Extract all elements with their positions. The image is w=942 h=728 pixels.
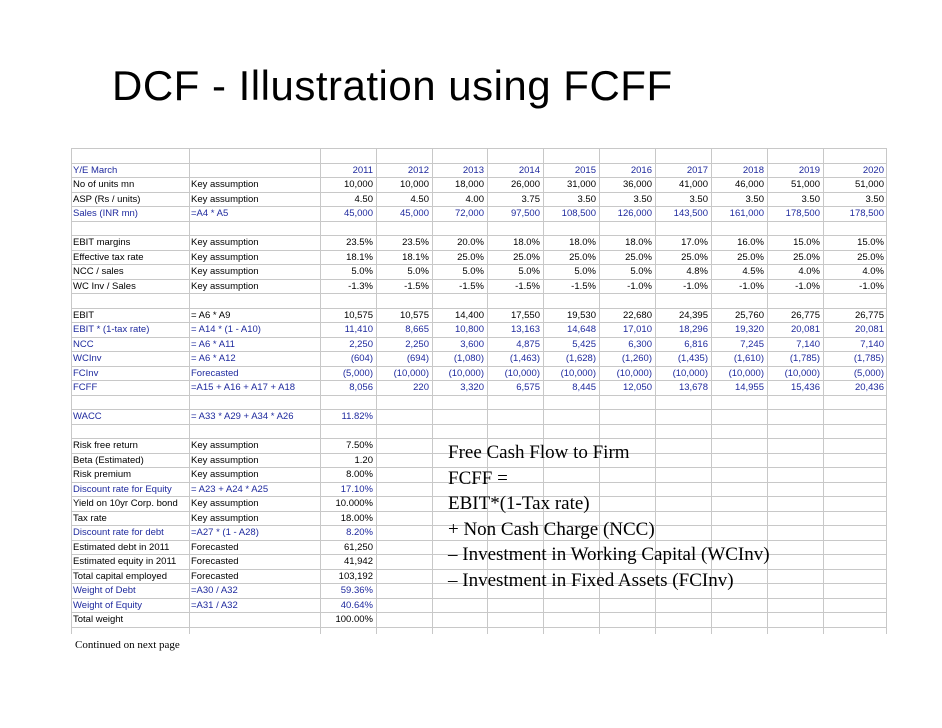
row-value[interactable]: 51,000 bbox=[854, 179, 884, 190]
row-formula[interactable]: Key assumption bbox=[191, 498, 259, 509]
note-line: + Non Cash Charge (NCC) bbox=[448, 518, 655, 540]
row-value[interactable]: 13,163 bbox=[510, 324, 540, 335]
row-value[interactable]: 25.0% bbox=[857, 252, 884, 263]
header-label[interactable]: Y/E March bbox=[73, 165, 118, 176]
row-label[interactable]: Discount rate for debt bbox=[73, 527, 164, 538]
row-value[interactable]: 4,875 bbox=[516, 339, 540, 350]
row-value[interactable]: 178,500 bbox=[849, 208, 884, 219]
row-value[interactable]: 17,010 bbox=[622, 324, 652, 335]
row-label[interactable]: No of units mn bbox=[73, 179, 135, 190]
row-value[interactable]: 161,000 bbox=[729, 208, 764, 219]
row-label[interactable]: Estimated equity in 2011 bbox=[73, 556, 177, 567]
row-value[interactable]: 8.00% bbox=[346, 469, 373, 480]
row-value[interactable]: 17,550 bbox=[510, 310, 540, 321]
note-line: FCFF = bbox=[448, 467, 508, 489]
row-label[interactable]: Weight of Debt bbox=[73, 585, 136, 596]
row-formula[interactable]: Forecasted bbox=[191, 556, 239, 567]
row-value[interactable]: 11,410 bbox=[344, 324, 373, 335]
row-label[interactable]: Sales (INR mn) bbox=[73, 208, 138, 219]
row-label[interactable]: NCC bbox=[73, 339, 94, 350]
row-value[interactable]: 3.75 bbox=[521, 194, 540, 205]
note-line: – Investment in Fixed Assets (FCInv) bbox=[448, 569, 734, 591]
grid-line-horizontal bbox=[71, 424, 887, 425]
row-value[interactable]: 26,000 bbox=[510, 179, 540, 190]
row-formula[interactable]: =A31 / A32 bbox=[191, 600, 238, 611]
row-formula[interactable]: Key assumption bbox=[191, 469, 259, 480]
row-formula[interactable]: Key assumption bbox=[191, 179, 259, 190]
row-value[interactable]: -1.0% bbox=[795, 281, 820, 292]
row-formula[interactable]: =A27 * (1 - A28) bbox=[191, 527, 259, 538]
row-value[interactable]: 25.0% bbox=[737, 252, 764, 263]
row-value[interactable]: (10,000) bbox=[393, 368, 429, 379]
row-value[interactable]: 14,648 bbox=[566, 324, 596, 335]
row-value[interactable]: 8,665 bbox=[405, 324, 429, 335]
row-value[interactable]: 2,250 bbox=[405, 339, 429, 350]
row-value[interactable]: 25.0% bbox=[793, 252, 820, 263]
wacc-formula[interactable]: = A33 * A29 + A34 * A26 bbox=[191, 411, 294, 422]
row-label[interactable]: WCInv bbox=[73, 353, 102, 364]
row-formula[interactable]: Key assumption bbox=[191, 281, 259, 292]
row-value[interactable]: (10,000) bbox=[616, 368, 652, 379]
row-value[interactable]: 18.0% bbox=[625, 237, 652, 248]
row-value[interactable]: -1.5% bbox=[459, 281, 484, 292]
row-value[interactable]: 20.0% bbox=[457, 237, 484, 248]
row-value[interactable]: 5.0% bbox=[462, 266, 484, 277]
row-value[interactable]: 14,955 bbox=[734, 382, 764, 393]
row-value[interactable]: (10,000) bbox=[448, 368, 484, 379]
row-value[interactable]: 10,575 bbox=[343, 310, 373, 321]
row-value[interactable]: 7,245 bbox=[740, 339, 764, 350]
header-year[interactable]: 2018 bbox=[742, 165, 764, 176]
row-value[interactable]: 51,000 bbox=[790, 179, 820, 190]
row-value[interactable]: 20,436 bbox=[854, 382, 884, 393]
header-year[interactable]: 2017 bbox=[686, 165, 708, 176]
row-value[interactable]: 26,775 bbox=[854, 310, 884, 321]
row-value[interactable]: 26,775 bbox=[790, 310, 820, 321]
row-value[interactable]: (1,463) bbox=[509, 353, 540, 364]
row-value[interactable]: 18.00% bbox=[340, 513, 373, 524]
header-year[interactable]: 2015 bbox=[574, 165, 596, 176]
header-year[interactable]: 2013 bbox=[462, 165, 484, 176]
row-value[interactable]: 6,816 bbox=[684, 339, 708, 350]
row-value[interactable]: 18.0% bbox=[569, 237, 596, 248]
row-value[interactable]: 45,000 bbox=[399, 208, 429, 219]
row-formula[interactable]: Key assumption bbox=[191, 252, 259, 263]
row-value[interactable]: 15.0% bbox=[793, 237, 820, 248]
row-value[interactable]: 18.0% bbox=[513, 237, 540, 248]
row-value[interactable]: 8,056 bbox=[349, 382, 373, 393]
row-value[interactable]: 97,500 bbox=[510, 208, 540, 219]
row-value[interactable]: (10,000) bbox=[728, 368, 764, 379]
row-value[interactable]: 3,320 bbox=[460, 382, 484, 393]
row-value[interactable]: 18.1% bbox=[346, 252, 373, 263]
row-value[interactable]: 20,081 bbox=[790, 324, 820, 335]
note-line: – Investment in Working Capital (WCInv) bbox=[448, 544, 770, 566]
row-label[interactable]: EBIT bbox=[73, 310, 95, 321]
header-year[interactable]: 2019 bbox=[798, 165, 820, 176]
row-value[interactable]: (1,435) bbox=[677, 353, 708, 364]
row-label[interactable]: Beta (Estimated) bbox=[73, 455, 144, 466]
page-title: DCF - Illustration using FCFF bbox=[112, 62, 673, 109]
grid-line-horizontal bbox=[71, 148, 887, 149]
row-formula[interactable]: Key assumption bbox=[191, 194, 259, 205]
row-value[interactable]: (1,610) bbox=[733, 353, 764, 364]
row-formula[interactable]: Forecasted bbox=[191, 542, 239, 553]
grid-line-horizontal bbox=[71, 627, 887, 628]
row-label[interactable]: Risk premium bbox=[73, 469, 132, 480]
row-value[interactable]: 12,050 bbox=[622, 382, 652, 393]
row-value[interactable]: -1.5% bbox=[515, 281, 540, 292]
row-value[interactable]: (1,785) bbox=[789, 353, 820, 364]
header-year[interactable]: 2011 bbox=[352, 165, 373, 176]
grid-line-horizontal bbox=[71, 395, 887, 396]
row-label[interactable]: Risk free return bbox=[73, 440, 138, 451]
row-value[interactable]: 17.0% bbox=[681, 237, 708, 248]
row-value[interactable]: 13,678 bbox=[678, 382, 708, 393]
row-formula[interactable]: Key assumption bbox=[191, 237, 259, 248]
row-formula[interactable]: Key assumption bbox=[191, 455, 259, 466]
row-value[interactable]: 6,575 bbox=[516, 382, 540, 393]
header-year[interactable]: 2014 bbox=[518, 165, 540, 176]
row-value[interactable]: (1,785) bbox=[853, 353, 884, 364]
wacc-label[interactable]: WACC bbox=[73, 411, 102, 422]
row-value[interactable]: 4.50 bbox=[410, 194, 429, 205]
row-value[interactable]: 10,800 bbox=[454, 324, 484, 335]
row-label[interactable]: NCC / sales bbox=[73, 266, 124, 277]
row-value[interactable]: 4.50 bbox=[354, 194, 373, 205]
row-value[interactable]: 4.5% bbox=[742, 266, 764, 277]
row-label[interactable]: Discount rate for Equity bbox=[73, 484, 172, 495]
row-value[interactable]: 10,575 bbox=[399, 310, 429, 321]
row-formula[interactable]: Forecasted bbox=[191, 571, 239, 582]
row-value[interactable]: 23.5% bbox=[402, 237, 429, 248]
wacc-value[interactable]: 11.82% bbox=[341, 411, 373, 422]
row-value[interactable]: 7.50% bbox=[346, 440, 373, 451]
row-value[interactable]: -1.0% bbox=[683, 281, 708, 292]
row-value[interactable]: 10,000 bbox=[343, 179, 373, 190]
row-formula[interactable]: = A14 * (1 - A10) bbox=[191, 324, 261, 335]
row-value[interactable]: 17.10% bbox=[340, 484, 373, 495]
row-value[interactable]: 25.0% bbox=[569, 252, 596, 263]
row-value[interactable]: 143,500 bbox=[673, 208, 708, 219]
row-label[interactable]: ASP (Rs / units) bbox=[73, 194, 141, 205]
row-value[interactable]: (5,000) bbox=[853, 368, 884, 379]
row-value[interactable]: 3.50 bbox=[745, 194, 764, 205]
row-value[interactable]: (10,000) bbox=[672, 368, 708, 379]
row-label[interactable]: FCInv bbox=[73, 368, 99, 379]
note-line: Free Cash Flow to Firm bbox=[448, 442, 630, 463]
row-value[interactable]: 36,000 bbox=[622, 179, 652, 190]
row-value[interactable]: -1.5% bbox=[404, 281, 429, 292]
row-value[interactable]: 108,500 bbox=[561, 208, 596, 219]
row-value[interactable]: 6,300 bbox=[628, 339, 652, 350]
row-value[interactable]: 45,000 bbox=[343, 208, 373, 219]
row-value[interactable]: 19,320 bbox=[734, 324, 764, 335]
row-value[interactable]: 2,250 bbox=[349, 339, 373, 350]
row-value[interactable]: -1.0% bbox=[859, 281, 884, 292]
row-value[interactable]: 3.50 bbox=[633, 194, 652, 205]
row-value[interactable]: 1.20 bbox=[354, 455, 373, 466]
row-value[interactable]: (1,628) bbox=[565, 353, 596, 364]
row-formula[interactable]: Forecasted bbox=[191, 368, 239, 379]
row-value[interactable]: -1.0% bbox=[627, 281, 652, 292]
row-formula[interactable]: = A6 * A9 bbox=[191, 310, 231, 321]
header-year[interactable]: 2016 bbox=[630, 165, 652, 176]
row-value[interactable]: -1.5% bbox=[571, 281, 596, 292]
row-formula[interactable]: = A6 * A12 bbox=[191, 353, 236, 364]
row-value[interactable]: 41,000 bbox=[678, 179, 708, 190]
row-value[interactable]: 3.50 bbox=[689, 194, 708, 205]
row-value[interactable]: 103,192 bbox=[338, 571, 373, 582]
row-value[interactable]: 7,140 bbox=[860, 339, 884, 350]
row-formula[interactable]: = A23 + A24 * A25 bbox=[191, 484, 269, 495]
row-value[interactable]: 40.64% bbox=[340, 600, 373, 611]
row-formula[interactable]: = A6 * A11 bbox=[191, 339, 235, 350]
row-value[interactable]: 4.8% bbox=[686, 266, 708, 277]
row-value[interactable]: 178,500 bbox=[785, 208, 820, 219]
row-value[interactable]: 18.1% bbox=[402, 252, 429, 263]
row-value[interactable]: 7,140 bbox=[796, 339, 820, 350]
row-value[interactable]: 16.0% bbox=[737, 237, 764, 248]
row-formula[interactable]: Key assumption bbox=[191, 440, 259, 451]
row-value[interactable]: 25.0% bbox=[457, 252, 484, 263]
row-label[interactable]: Tax rate bbox=[73, 513, 107, 524]
row-value[interactable]: 3,600 bbox=[460, 339, 484, 350]
row-formula[interactable]: Key assumption bbox=[191, 513, 259, 524]
row-label[interactable]: Weight of Equity bbox=[73, 600, 143, 611]
row-value[interactable]: 8.20% bbox=[346, 527, 373, 538]
row-formula[interactable]: Key assumption bbox=[191, 266, 259, 277]
row-formula[interactable]: =A15 + A16 + A17 + A18 bbox=[191, 382, 296, 393]
fcff-explanation-note bbox=[448, 440, 770, 594]
note-line: EBIT*(1-Tax rate) bbox=[448, 493, 590, 515]
row-value[interactable]: (10,000) bbox=[504, 368, 540, 379]
row-formula[interactable]: =A30 / A32 bbox=[191, 585, 238, 596]
row-value[interactable]: 14,400 bbox=[454, 310, 484, 321]
row-value[interactable]: 5.0% bbox=[630, 266, 652, 277]
row-value[interactable]: 25,760 bbox=[734, 310, 764, 321]
row-value[interactable]: (1,080) bbox=[453, 353, 484, 364]
row-value[interactable]: 25.0% bbox=[513, 252, 540, 263]
row-value[interactable]: 4.0% bbox=[862, 266, 884, 277]
row-label[interactable]: WC Inv / Sales bbox=[73, 281, 136, 292]
row-value[interactable]: 59.36% bbox=[340, 585, 373, 596]
row-value[interactable]: 5.0% bbox=[574, 266, 596, 277]
row-value[interactable]: (604) bbox=[350, 353, 373, 364]
row-formula[interactable] bbox=[191, 613, 317, 627]
row-value[interactable]: 8,445 bbox=[572, 382, 596, 393]
row-value[interactable]: 3.50 bbox=[865, 194, 884, 205]
row-label[interactable]: Estimated debt in 2011 bbox=[73, 542, 170, 553]
row-value[interactable]: 220 bbox=[413, 382, 429, 393]
row-value[interactable]: 10.000% bbox=[335, 498, 373, 509]
row-value[interactable]: 22,680 bbox=[622, 310, 652, 321]
row-value[interactable]: 25.0% bbox=[625, 252, 652, 263]
row-value[interactable]: 15,436 bbox=[790, 382, 820, 393]
row-value[interactable]: (1,260) bbox=[621, 353, 652, 364]
row-value[interactable]: 4.0% bbox=[798, 266, 820, 277]
row-value[interactable]: 31,000 bbox=[566, 179, 596, 190]
row-value[interactable]: 3.50 bbox=[801, 194, 820, 205]
header-year[interactable]: 2020 bbox=[862, 165, 884, 176]
row-value[interactable]: (10,000) bbox=[784, 368, 820, 379]
row-value[interactable]: 18,000 bbox=[454, 179, 484, 190]
header-year[interactable]: 2012 bbox=[407, 165, 429, 176]
row-value[interactable]: 41,942 bbox=[343, 556, 373, 567]
continued-footer: Continued on next page bbox=[75, 639, 180, 651]
row-value[interactable]: 4.00 bbox=[465, 194, 484, 205]
row-label[interactable]: EBIT margins bbox=[73, 237, 131, 248]
row-value[interactable]: 19,530 bbox=[566, 310, 596, 321]
row-value[interactable]: 5.0% bbox=[351, 266, 373, 277]
row-value[interactable]: 5.0% bbox=[407, 266, 429, 277]
row-value[interactable]: -1.0% bbox=[739, 281, 764, 292]
row-formula[interactable]: =A4 * A5 bbox=[191, 208, 229, 219]
row-value[interactable]: 5,425 bbox=[572, 339, 596, 350]
row-value[interactable]: 10,000 bbox=[399, 179, 429, 190]
row-label[interactable]: Total weight bbox=[73, 614, 124, 625]
row-label[interactable]: Yield on 10yr Corp. bond bbox=[73, 498, 178, 509]
row-value[interactable]: 20,081 bbox=[854, 324, 884, 335]
row-label[interactable]: Effective tax rate bbox=[73, 252, 144, 263]
row-value[interactable]: 24,395 bbox=[678, 310, 708, 321]
row-value[interactable]: 72,000 bbox=[454, 208, 484, 219]
grid-line-horizontal bbox=[71, 221, 887, 222]
row-value[interactable]: 126,000 bbox=[617, 208, 652, 219]
row-value[interactable]: 61,250 bbox=[343, 542, 373, 553]
row-value[interactable]: 5.0% bbox=[518, 266, 540, 277]
row-value[interactable]: 23.5% bbox=[346, 237, 373, 248]
row-value[interactable]: 46,000 bbox=[734, 179, 764, 190]
row-value[interactable]: 25.0% bbox=[681, 252, 708, 263]
row-label[interactable]: EBIT * (1-tax rate) bbox=[73, 324, 150, 335]
row-value[interactable]: 15.0% bbox=[857, 237, 884, 248]
row-value[interactable]: (5,000) bbox=[342, 368, 373, 379]
row-value[interactable]: (10,000) bbox=[560, 368, 596, 379]
row-value[interactable]: -1.3% bbox=[348, 281, 373, 292]
row-value[interactable]: 3.50 bbox=[577, 194, 596, 205]
row-value[interactable]: 100.00% bbox=[335, 614, 373, 625]
row-value[interactable]: 18,296 bbox=[678, 324, 708, 335]
row-label[interactable]: Total capital employed bbox=[73, 571, 167, 582]
row-label[interactable]: FCFF bbox=[73, 382, 98, 393]
row-value[interactable]: (694) bbox=[406, 353, 429, 364]
